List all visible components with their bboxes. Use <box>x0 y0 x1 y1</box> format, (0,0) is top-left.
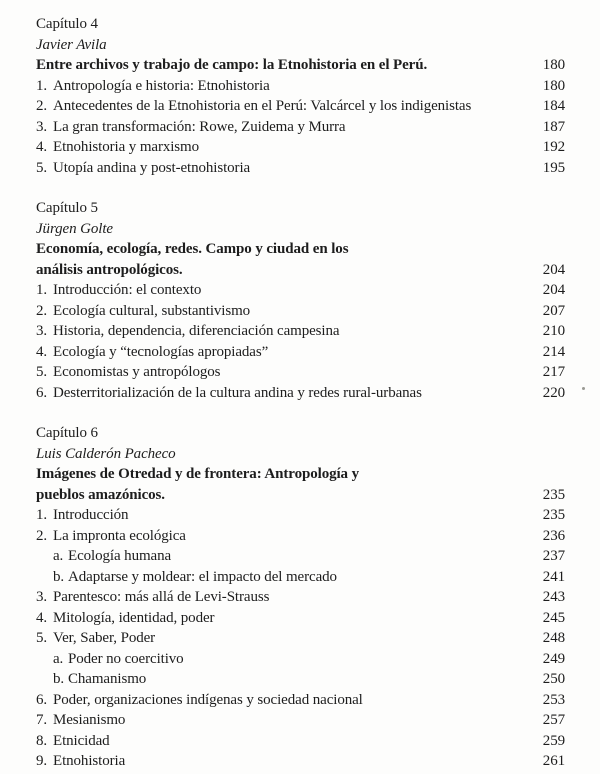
toc-entry <box>36 505 565 526</box>
entry-number: b. <box>53 671 65 687</box>
entry-text: Poder, organizaciones indígenas y sociedad nacional <box>53 691 363 708</box>
toc-entry <box>36 301 565 322</box>
chapter-author-text-group <box>36 444 565 465</box>
chapter-title-line <box>36 485 565 506</box>
page-number: 204 <box>542 261 565 278</box>
entry-number: 5. <box>36 630 48 646</box>
page-number: 261 <box>542 753 565 769</box>
chapter-title-text: pueblos amazónicos. <box>36 486 165 503</box>
chapter-title-line <box>36 464 565 485</box>
toc-entry <box>36 526 565 547</box>
entry-text: Poder no coercitivo <box>68 650 184 667</box>
toc-entry <box>36 383 565 404</box>
toc-entry <box>36 76 565 97</box>
entry-text: Etnohistoria <box>53 753 126 769</box>
entry-text: Introducción <box>53 507 129 523</box>
entry-number: 6. <box>36 691 48 708</box>
chapter-title-line <box>36 239 565 260</box>
chapter-label <box>36 423 565 444</box>
entry-number: 4. <box>36 139 48 155</box>
toc-entry-text-group <box>36 321 529 342</box>
page-number: 253 <box>542 691 565 708</box>
chapter-section <box>36 423 565 772</box>
entry-text: Utopía andina y post-etnohistoria <box>53 159 251 176</box>
entry-number: 1. <box>36 507 48 523</box>
toc-entry-text-group <box>36 280 529 301</box>
page-number: 259 <box>542 732 565 749</box>
toc-entry <box>36 321 565 342</box>
toc-entry <box>36 690 565 711</box>
page-number: 236 <box>542 527 565 544</box>
entry-text: La gran transformación: Rowe, Zuidema y Murra <box>53 118 346 135</box>
chapter-title-text: Economía, ecología, redes. Campo y ciudad en los <box>36 241 349 257</box>
entry-text: Ecología y “tecnologías apropiadas” <box>53 343 269 360</box>
toc-entry-text-group <box>36 669 529 690</box>
toc-entry <box>36 649 565 670</box>
entry-number: 2. <box>36 527 48 544</box>
toc-entry <box>36 280 565 301</box>
toc-entry-text-group <box>36 587 529 608</box>
chapter-title-line <box>36 55 565 76</box>
chapter-title-line <box>36 260 565 281</box>
toc-entry-text-group <box>36 751 529 772</box>
page-number: 204 <box>542 282 565 298</box>
entry-number: 5. <box>36 159 48 176</box>
author-name: Javier Avila <box>36 36 107 53</box>
entry-text: Parentesco: más allá de Levi-Strauss <box>53 589 270 605</box>
page-number: 192 <box>542 139 565 155</box>
entry-number: 2. <box>36 302 48 319</box>
toc-entry-text-group <box>36 628 529 649</box>
chapter-title-text: Entre archivos y trabajo de campo: la Etnohistoria en el Perú. <box>36 57 428 73</box>
chapter-section <box>36 14 565 178</box>
page-number: 180 <box>542 57 565 73</box>
entry-text: Adaptarse y moldear: el impacto del mercado <box>68 568 337 585</box>
entry-text: Historia, dependencia, diferenciación campesina <box>53 323 340 339</box>
entry-number: 6. <box>36 384 48 401</box>
toc-entry-text-group <box>36 649 529 670</box>
page-number: 217 <box>542 364 565 380</box>
toc-entry <box>36 731 565 752</box>
toc-entry <box>36 362 565 383</box>
toc-entry-text-group <box>36 117 529 138</box>
entry-number: 2. <box>36 98 48 114</box>
page-number: 243 <box>542 589 565 605</box>
entry-number: 3. <box>36 323 48 339</box>
entry-text: Antecedentes de la Etnohistoria en el Perú: Valcárcel y los indigenistas <box>53 98 472 114</box>
entry-text: Introducción: el contexto <box>53 282 202 298</box>
toc-entry <box>36 546 565 567</box>
toc-entry-text-group <box>36 76 529 97</box>
chapter-section <box>36 198 565 403</box>
page-number: 187 <box>542 118 565 135</box>
toc-entry <box>36 628 565 649</box>
entry-text: Mitología, identidad, poder <box>53 609 215 626</box>
page-number: 237 <box>542 548 565 564</box>
toc-entry-text-group <box>36 362 529 383</box>
chapter-title-text: análisis antropológicos. <box>36 261 183 278</box>
page-number: 241 <box>542 568 565 585</box>
chapter-title-line-text-group <box>36 485 529 506</box>
entry-number: 9. <box>36 753 48 769</box>
toc-entry-text-group <box>36 690 529 711</box>
entry-text: Desterritorialización de la cultura andina y redes rural-urbanas <box>53 384 422 401</box>
chapter-label-text: Capítulo 4 <box>36 16 98 32</box>
page-number: 214 <box>542 343 565 360</box>
page-number: 250 <box>542 671 565 687</box>
entry-text: Etnohistoria y marxismo <box>53 139 200 155</box>
entry-text: La impronta ecológica <box>53 527 186 544</box>
entry-number: 3. <box>36 589 48 605</box>
chapter-title-text: Imágenes de Otredad y de frontera: Antropología y <box>36 466 360 482</box>
entry-number: 8. <box>36 732 48 749</box>
entry-number: 4. <box>36 343 48 360</box>
entry-text: Etnicidad <box>53 732 110 749</box>
page-number: 257 <box>542 712 565 728</box>
chapter-author <box>36 219 565 240</box>
chapter-author-text-group <box>36 35 565 56</box>
toc-entry <box>36 710 565 731</box>
toc-entry <box>36 158 565 179</box>
toc-entry-text-group <box>36 158 529 179</box>
chapter-label-text-group <box>36 14 565 35</box>
chapter-label-text-group <box>36 423 565 444</box>
entry-number: 1. <box>36 77 48 94</box>
toc-entry <box>36 587 565 608</box>
chapter-author <box>36 444 565 465</box>
page-number: 245 <box>542 609 565 626</box>
author-name: Luis Calderón Pacheco <box>36 445 176 462</box>
chapter-title-line-text-group <box>36 464 529 485</box>
toc-entry-text-group <box>36 526 529 547</box>
entry-number: b. <box>53 568 65 585</box>
entry-text: Economistas y antropólogos <box>53 364 221 380</box>
chapter-label-text: Capítulo 6 <box>36 425 98 441</box>
entry-text: Ecología humana <box>68 548 172 564</box>
toc-entry-text-group <box>36 342 529 363</box>
page-number: 235 <box>542 507 565 523</box>
page-number: 180 <box>542 77 565 94</box>
toc-entry <box>36 137 565 158</box>
page-number: 195 <box>542 159 565 176</box>
chapter-title-line-text-group <box>36 239 529 260</box>
entry-text: Mesianismo <box>53 712 126 728</box>
entry-text: Ver, Saber, Poder <box>53 630 156 646</box>
chapter-title-line-text-group <box>36 260 529 281</box>
page-number: 248 <box>542 630 565 646</box>
toc-entry <box>36 608 565 629</box>
entry-number: 3. <box>36 118 48 135</box>
entry-text: Antropología e historia: Etnohistoria <box>53 77 270 94</box>
page-number: 235 <box>542 486 565 503</box>
entry-text: Chamanismo <box>68 671 147 687</box>
toc-entry-text-group <box>36 567 529 588</box>
toc-entry <box>36 342 565 363</box>
entry-number: a. <box>53 650 64 667</box>
entry-number: 4. <box>36 609 48 626</box>
toc-entry-text-group <box>36 608 529 629</box>
chapter-label <box>36 14 565 35</box>
toc-entry-text-group <box>36 301 529 322</box>
toc-entry <box>36 669 565 690</box>
page-number: 249 <box>542 650 565 667</box>
entry-number: a. <box>53 548 64 564</box>
chapter-label-text-group <box>36 198 565 219</box>
toc-entry-text-group <box>36 505 529 526</box>
author-name: Jürgen Golte <box>36 220 113 237</box>
toc-entry-text-group <box>36 137 529 158</box>
page-number: 184 <box>542 98 565 114</box>
chapter-label <box>36 198 565 219</box>
entry-number: 5. <box>36 364 48 380</box>
entry-number: 1. <box>36 282 48 298</box>
toc-entry <box>36 567 565 588</box>
entry-text: Ecología cultural, substantivismo <box>53 302 251 319</box>
chapter-title-line-text-group <box>36 55 529 76</box>
scan-speck <box>582 387 585 390</box>
toc-entry <box>36 117 565 138</box>
page-number: 207 <box>542 302 565 319</box>
page-number: 210 <box>542 323 565 339</box>
chapter-label-text: Capítulo 5 <box>36 200 98 216</box>
toc-entry-text-group <box>36 383 529 404</box>
toc-entry-text-group <box>36 710 529 731</box>
toc-entry <box>36 751 565 772</box>
table-of-contents <box>36 14 565 772</box>
chapter-author <box>36 35 565 56</box>
page-number: 220 <box>542 384 565 401</box>
toc-entry-text-group <box>36 96 529 117</box>
toc-entry <box>36 96 565 117</box>
entry-number: 7. <box>36 712 48 728</box>
chapter-author-text-group <box>36 219 565 240</box>
toc-entry-text-group <box>36 731 529 752</box>
toc-entry-text-group <box>36 546 529 567</box>
